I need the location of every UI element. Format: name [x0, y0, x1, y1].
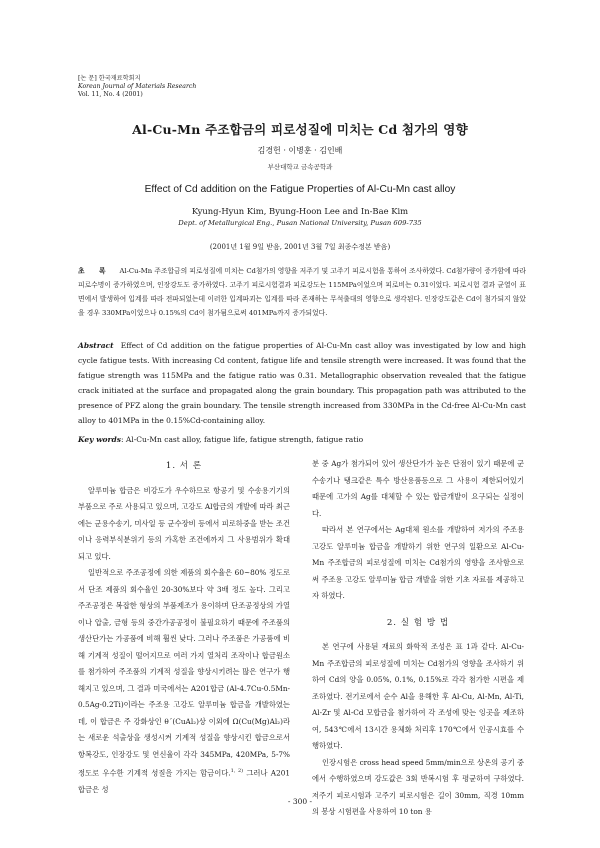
english-affiliation: Dept. of Metallurgical Eng., Pusan National University, Pusan 609-735 [178, 219, 422, 227]
masthead-line-2: Korean Journal of Materials Research [78, 83, 197, 90]
section-1-heading: 1. 서 론 [165, 461, 203, 471]
english-title: Effect of Cd addition on the Fatigue Properties of Al-Cu-Mn cast alloy [144, 184, 456, 195]
page-number: - 300 - [287, 797, 313, 806]
reference-marker: 1, 2) [230, 768, 244, 774]
korean-authors: 김경헌 · 이병훈 · 김인배 [257, 146, 343, 155]
english-abstract-label: Abstract [78, 341, 114, 350]
journal-masthead [78, 75, 196, 99]
section-2-paragraph-1: 본 연구에 사용된 재료의 화학적 조성은 표 1과 같다. Al-Cu-Mn 주조합금의 피로성질에 미치는 Cd첨가의 영향을 조사하기 위하여 Cd의 양을 0.05%, 0.1%, 0.15%로 각각 첨가한 시편을 제조하였다. 전기로에서 순수 Al을 용해한 후 Al-Cu, Al-Mn, Al-Ti, Al-Zr 및 Al-Cd 모합금을 첨가하여 각 조성에 맞는 잉곳을 제조하여, 543℃에서 13시간 용체화 처리후 170℃에서 인공시효를 수행하였다. [312, 642, 524, 750]
korean-title: Al-Cu-Mn 주조합금의 피로성질에 미치는 Cd 첨가의 영향 [132, 122, 468, 137]
section-1-paragraph-2-tail: 그러나 A201 합금은 성 [78, 768, 290, 794]
keywords [78, 435, 526, 444]
left-column [78, 456, 290, 798]
intro-paragraph-goal: 따라서 본 연구에서는 Ag대체 원소를 개발하여 저가의 주조용 고강도 알루미늄 합금을 개발하기 위한 연구의 일환으로 Al-Cu-Mn 주조합금의 피로성질에 미치는 Cd첨가의 영향을 조사함으로써 주조용 고강도 알루미늄 합금 개발을 위한 기초 자료를 제공하고자 하였다. [312, 525, 524, 600]
korean-abstract-label: 초 록 [78, 267, 112, 275]
section-1-paragraph-2-text: 일반적으로 주조공정에 의한 제품의 회수율은 60~80% 정도로서 단조 제품의 회수율인 20-30%보다 약 3배 정도 높다. 그리고 주조공정은 복잡한 형상의 부품제조가 용이하며 단조공정상의 가열이나 압출, 금형 등의 중간가공공정이 불필요하기 때문에 주조품의 생산단가는 가공품에 비해 훨씬 낮다. 그러나 주조품은 가공품에 비해 기계적 성질이 떨어지므로 여러 가지 열처리 조작이나 합금원소를 첨가하여 주조품의 기계적 성질을 향상시키려는 많은 연구가 행해지고 있으며, 그 결과 미국에서는 A201합금 (Al-4.7Cu-0.5Mn-0.5Ag-0.2Ti)이라는 주조용 고강도 알루미늄 합금을 개발하였는데, 이 합금은 주 강화상인 θ´(CuAl₂)상 이외에 Ω(Cu(Mg)Al₂)라는 새로운 석출상을 생성시켜 기계적 성질을 향상시킨 합금으로서 항복강도, 인장강도 및 연신율이 각각 345MPa, 420MPa, 5-7% 정도로 우수한 기계적 성질을 가지는 합금이다. [78, 568, 290, 778]
right-column [312, 456, 524, 821]
section-2-heading: 2. 실 험 방 법 [386, 617, 450, 628]
received-dates: (2001년 1월 9일 받음, 2001년 3월 7일 최종수정본 받음) [209, 243, 391, 251]
korean-abstract-text: Al-Cu-Mn 주조합금의 피로성질에 미치는 Cd첨가의 영향을 저주기 및 고주기 피로시험을 통하여 조사하였다. Cd첨가량이 증가함에 따라 피로수명이 증가하였으며, 인장강도도 증가하였다. 고주기 피로시험결과 피로강도는 115MPa이었으며 피로비는 0.31이었다. 피로시험 결과 균열이 표면에서 발생하여 입계를 따라 전파되었는데 이러한 입계파괴는 입계를 따라 존재하는 무석출대의 영향으로 생각된다. 인장강도값은 Cd이 첨가되지 않았을 경우 330MPa이었으나 0.15%의 Cd이 첨가됨으로써 401MPa까지 증가되었다. [78, 267, 526, 317]
keywords-label: Key words [78, 435, 121, 444]
masthead-line-3: Vol. 11, No. 4 (2001) [78, 91, 143, 98]
section-1-paragraph-2 [78, 565, 290, 798]
korean-abstract [78, 264, 526, 320]
korean-affiliation: 부산대학교 금속공학과 [267, 163, 333, 171]
section-1-paragraph-1: 알루미늄 합금은 비강도가 우수하므로 항공기 및 수송용기기의 부품으로 주로 사용되고 있으며, 고강도 Al합금의 개발에 따라 최근에는 군용수송기, 미사일 등 군수장비 등에서 피로하중을 받는 조건이나 응력부식분위기 등의 가혹한 조건에까지 그 사용범위가 확대되고 있다. [78, 485, 290, 561]
english-abstract [78, 338, 526, 428]
section-2-paragraph-2: 인장시험은 cross head speed 5mm/min으로 상온의 공기 중에서 수행하였으며 강도값은 3회 반복시험 후 평균하여 구하였다. 저주기 피로시험과 고주기 피로시험은 길이 30mm, 직경 10mm의 봉상 시험편을 사용하여 10 ton 용 [312, 757, 524, 816]
english-abstract-text: Effect of Cd addition on the fatigue properties of Al-Cu-Mn cast alloy was investigated by low and high cycle fatigue tests. With increasing Cd content, fatigue life and tensile strength were increased. It was found that the fatigue strength was 115MPa and the fatigue ratio was 0.31. Metallographic observation revealed that the fatigue crack initiated at the surface and propagated along the grain boundary. This propagation path was attributed to the presence of PFZ along the grain boundary. The tensile strength increased from 330MPa in the Cd-free Al-Cu-Mn cast alloy to 401MPa in the 0.15%Cd-containing alloy. [78, 341, 527, 425]
keywords-text: : Al-Cu-Mn cast alloy, fatigue life, fatigue strength, fatigue ratio [120, 435, 364, 444]
masthead-line-1: [논 문] 한국재료학회지 [78, 75, 141, 82]
english-authors: Kyung-Hyun Kim, Byung-Hoon Lee and In-Bae Kim [191, 206, 409, 216]
intro-continuation: 분 중 Ag가 첨가되어 있어 생산단가가 높은 단점이 있기 때문에 군 수송기나 탱크같은 특수 방산용품등으로 그 사용이 제한되어있기 때문에 고가의 Ag를 대체할 수 있는 합금개발이 요구되는 실정이다. [312, 459, 524, 518]
